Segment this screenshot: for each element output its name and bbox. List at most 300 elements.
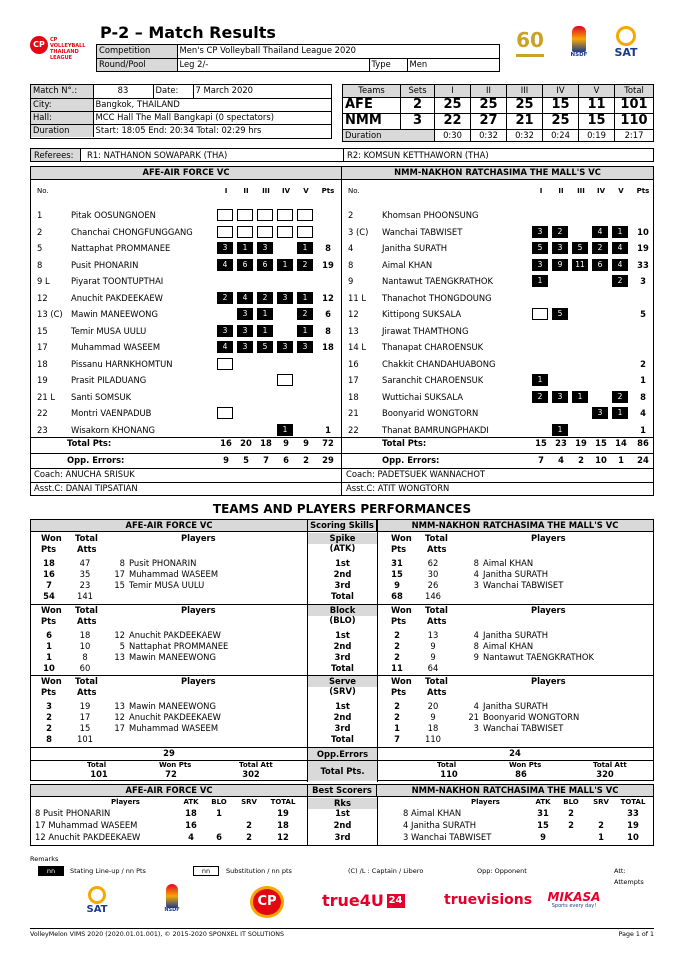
player-row bbox=[342, 226, 652, 239]
team-b-opp-label: Opp. Errors: bbox=[382, 455, 440, 465]
rank: 1st bbox=[335, 701, 350, 711]
best-header: SRV bbox=[241, 798, 257, 806]
won-pts: 1 bbox=[394, 723, 400, 733]
set-total: 9 bbox=[283, 438, 289, 448]
col-header: Pts bbox=[41, 616, 57, 626]
set-box: 1 bbox=[257, 308, 273, 320]
won-pts: 18 bbox=[43, 558, 55, 568]
player-row bbox=[31, 374, 341, 387]
set-box bbox=[277, 374, 293, 386]
best-player: 12 Anuchit PAKDEEKAEW bbox=[35, 832, 141, 842]
player-number: 13 (C) bbox=[37, 309, 63, 319]
match-no: 83 bbox=[93, 85, 153, 98]
player-name: Wanchai TABWISET bbox=[483, 580, 564, 590]
total-att: 110 bbox=[425, 734, 441, 744]
tot-value: 110 bbox=[440, 769, 458, 779]
set-box: 3 bbox=[237, 308, 253, 320]
player-name: Nattaphat PROMMANEE bbox=[129, 641, 229, 651]
player-name: Janitha SURATH bbox=[382, 243, 448, 253]
total-att: 64 bbox=[427, 663, 439, 673]
set-box: 5 bbox=[532, 242, 548, 254]
score-table: Teams Sets I II III IV V Total AFE 2 25 25 25 15 11 101 NMM 3 22 27 21 25 15 110 Duration 0:30 0:32 0:32 0:24 0:19 2:17 bbox=[342, 84, 654, 142]
set-total: 19 bbox=[575, 438, 587, 448]
total-atts: 47 bbox=[79, 558, 91, 568]
player-number: 23 bbox=[37, 424, 48, 435]
rank: 1st bbox=[335, 808, 350, 818]
performances-title: TEAMS AND PLAYERS PERFORMANCES bbox=[212, 502, 472, 516]
set-box: 5 bbox=[572, 242, 588, 254]
team-a-asst: DANAI TIPSATIAN bbox=[65, 483, 138, 493]
sponsor-true4u-logo: true4U 24 bbox=[322, 891, 403, 910]
player-row bbox=[31, 407, 341, 420]
player-number: 8 bbox=[37, 259, 43, 270]
best-header: Players bbox=[471, 798, 500, 806]
player-name: Thanapat CHAROENSUK bbox=[382, 342, 484, 352]
col-header: Atts bbox=[427, 544, 447, 554]
set-box: 6 bbox=[237, 259, 253, 271]
rank: 2nd bbox=[333, 569, 352, 579]
set-box: 2 bbox=[592, 242, 608, 254]
player-name: Janitha SURATH bbox=[483, 569, 549, 579]
referees-label: Referees: bbox=[31, 149, 81, 161]
player-name: Chakkit CHANDAHUABONG bbox=[382, 358, 496, 369]
best-header: TOTAL bbox=[620, 798, 646, 806]
player-points: 12 bbox=[322, 292, 334, 303]
best-value: 18 bbox=[277, 820, 289, 830]
best-header: ATK bbox=[535, 798, 551, 806]
best-value: 2 bbox=[246, 832, 252, 842]
won-pts: 2 bbox=[394, 630, 400, 640]
team-a-opp-label: Opp. Errors: bbox=[67, 455, 125, 465]
rank: 2nd bbox=[333, 712, 352, 722]
player-number: 14 L bbox=[348, 342, 366, 352]
player-number: 3 (C) bbox=[348, 226, 369, 237]
best-value: 15 bbox=[537, 820, 549, 830]
col-header: Pts bbox=[391, 544, 407, 554]
won-pts: 2 bbox=[394, 641, 400, 651]
player-number: 5 bbox=[37, 243, 43, 253]
total-won: 11 bbox=[391, 663, 403, 673]
col-header: Players bbox=[181, 605, 216, 615]
won-pts: 7 bbox=[46, 580, 52, 590]
set-box: 1 bbox=[612, 407, 628, 419]
col-header: Pts bbox=[391, 687, 407, 697]
col-header: Won bbox=[41, 676, 62, 686]
best-value: 19 bbox=[627, 820, 639, 830]
player-number: 13 bbox=[114, 652, 125, 662]
player-row bbox=[342, 292, 652, 305]
col-header: Atts bbox=[77, 687, 97, 697]
player-name: Nantawut TAENGKRATHOK bbox=[382, 276, 494, 286]
player-number: 18 bbox=[348, 391, 359, 402]
best-player: 3 Wanchai TABWISET bbox=[403, 832, 492, 842]
total-atts: 13 bbox=[427, 630, 439, 640]
best-value: 2 bbox=[568, 820, 574, 830]
tot-header: Won Pts bbox=[159, 761, 192, 769]
set-box: 3 bbox=[257, 242, 273, 254]
total-label: Total bbox=[331, 734, 354, 744]
player-number: 13 bbox=[348, 325, 359, 336]
best-header: SRV bbox=[593, 798, 609, 806]
rank: 2nd bbox=[333, 820, 352, 830]
rank: 1st bbox=[335, 558, 350, 568]
best-value: 18 bbox=[185, 808, 197, 818]
won-pts: 2 bbox=[394, 712, 400, 722]
player-points: 33 bbox=[637, 259, 649, 270]
player-points: 4 bbox=[640, 408, 646, 418]
opp-errors-b: 24 bbox=[509, 748, 521, 758]
col-header: Players bbox=[181, 676, 216, 686]
col-header: Won bbox=[391, 533, 412, 543]
won-pts: 1 bbox=[46, 652, 52, 662]
player-name: Wuttichai SUKSALA bbox=[382, 391, 463, 402]
player-number: 17 bbox=[37, 342, 48, 352]
best-value: 9 bbox=[540, 832, 546, 842]
player-number: 11 L bbox=[348, 292, 366, 303]
col-header: Total bbox=[75, 676, 98, 686]
cp-league-logo: CP CP VOLLEYBALL THAILAND LEAGUE bbox=[30, 36, 92, 56]
player-name: Pusit PHONARIN bbox=[129, 558, 197, 568]
best-player: 8 Aimal KHAN bbox=[403, 808, 462, 818]
best-value: 1 bbox=[216, 808, 222, 818]
player-row bbox=[342, 424, 652, 437]
team-a-code: AFE bbox=[343, 98, 401, 114]
player-name: Thanachot THONGDOUNG bbox=[382, 292, 492, 303]
player-number: 16 bbox=[348, 358, 359, 369]
col-header: Won bbox=[41, 605, 62, 615]
page-number: Page 1 of 1 bbox=[618, 931, 654, 938]
skill-name: Block bbox=[308, 605, 377, 616]
team-b-asst: ATIT WONGTORN bbox=[377, 483, 450, 493]
player-number: 9 bbox=[473, 652, 479, 662]
best-value: 10 bbox=[627, 832, 639, 842]
player-row bbox=[31, 226, 341, 239]
player-number: 8 bbox=[119, 558, 125, 568]
performances-table bbox=[30, 519, 654, 781]
total-atts: 26 bbox=[427, 580, 439, 590]
set-box: 1 bbox=[237, 242, 253, 254]
best-value: 12 bbox=[277, 832, 289, 842]
player-number: 8 bbox=[473, 641, 479, 651]
tot-value: 320 bbox=[596, 769, 614, 779]
player-name: Khomsan PHOONSUNG bbox=[382, 210, 479, 220]
set-box bbox=[532, 308, 548, 320]
player-points: 3 bbox=[640, 276, 646, 286]
player-name: Anuchit PAKDEEKAEW bbox=[129, 630, 221, 640]
set-total: 18 bbox=[260, 438, 272, 448]
best-player: 8 Pusit PHONARIN bbox=[35, 808, 111, 818]
set-box bbox=[217, 407, 233, 419]
match-city: Bangkok, THAILAND bbox=[93, 98, 331, 111]
set-total: 16 bbox=[220, 438, 232, 448]
competition-label: Competition bbox=[97, 45, 177, 58]
player-row bbox=[31, 242, 341, 255]
player-points: 5 bbox=[640, 309, 646, 319]
set-total: 72 bbox=[322, 438, 334, 448]
player-number: 17 bbox=[348, 375, 359, 385]
set-box: 2 bbox=[612, 391, 628, 403]
total-att: 146 bbox=[425, 591, 441, 601]
set-total: 14 bbox=[615, 438, 627, 448]
set-header: II bbox=[558, 187, 564, 195]
set-box: 1 bbox=[572, 391, 588, 403]
best-team-a: AFE-AIR FORCE VC bbox=[31, 785, 307, 797]
best-value: 33 bbox=[627, 808, 639, 818]
set-box bbox=[237, 209, 253, 221]
total-atts: 23 bbox=[79, 580, 91, 590]
total-atts: 9 bbox=[430, 641, 436, 651]
set-box: 3 bbox=[237, 325, 253, 337]
footer-copyright: VolleyMelon VIMS 2020 (2020.01.01.001), © 2015-2020 SPONXEL IT SOLUTIONS bbox=[30, 931, 284, 938]
player-number: 21 bbox=[468, 712, 479, 722]
opp-error: 2 bbox=[578, 455, 584, 465]
set-box bbox=[217, 358, 233, 370]
asst-label: Asst.C: bbox=[34, 483, 64, 493]
total-att: 101 bbox=[77, 734, 93, 744]
opp-errors-label: Opp.Errors bbox=[308, 748, 377, 760]
set-box: 4 bbox=[237, 292, 253, 304]
player-name: Pissanu HARNKHOMTUN bbox=[71, 358, 173, 369]
tot-header: Won Pts bbox=[509, 761, 542, 769]
set-box: 3 bbox=[532, 226, 548, 238]
player-number: 19 bbox=[37, 375, 48, 385]
team-a-total-label: Total Pts: bbox=[67, 438, 112, 448]
player-number: 2 bbox=[348, 210, 354, 220]
total-atts: 15 bbox=[79, 723, 91, 733]
best-header: TOTAL bbox=[270, 798, 296, 806]
coach-label: Coach: bbox=[34, 469, 63, 479]
set-header: I bbox=[224, 187, 228, 195]
player-number: 1 bbox=[37, 210, 43, 220]
type-value: Men bbox=[409, 58, 428, 69]
set-box: 1 bbox=[277, 259, 293, 271]
set-box: 4 bbox=[612, 242, 628, 254]
skill-abbr: (SRV) bbox=[329, 686, 356, 696]
divider bbox=[377, 797, 378, 845]
player-points: 18 bbox=[322, 342, 334, 352]
player-name: Muhammad WASEEM bbox=[129, 723, 219, 733]
col-header: Atts bbox=[77, 544, 97, 554]
player-points: 1 bbox=[325, 424, 331, 435]
set-box: 1 bbox=[297, 325, 313, 337]
col-header: Total bbox=[425, 533, 448, 543]
player-points: 1 bbox=[640, 424, 646, 435]
best-player: 17 Muhammad WASEEM bbox=[35, 820, 138, 830]
player-row bbox=[31, 292, 341, 305]
page-title: P-2 – Match Results bbox=[100, 23, 276, 42]
player-row bbox=[31, 325, 341, 338]
won-pts: 15 bbox=[391, 569, 403, 579]
player-number: 12 bbox=[114, 712, 125, 722]
set-box: 6 bbox=[592, 259, 608, 271]
opp-error: 29 bbox=[322, 455, 334, 465]
set-box bbox=[217, 226, 233, 238]
player-name: Wanchai TABWISET bbox=[382, 226, 463, 237]
set-box bbox=[297, 226, 313, 238]
total-att: 60 bbox=[79, 663, 91, 673]
set-box: 3 bbox=[217, 325, 233, 337]
player-number: 22 bbox=[348, 424, 359, 435]
player-row bbox=[31, 209, 341, 222]
set-box: 3 bbox=[277, 341, 293, 353]
team-b-total-label: Total Pts: bbox=[382, 438, 427, 448]
player-number: 13 bbox=[114, 701, 125, 711]
match-no-label: Match N°.: bbox=[31, 85, 93, 98]
set-box: 2 bbox=[552, 226, 568, 238]
col-header: Players bbox=[181, 533, 216, 543]
set-box: 1 bbox=[277, 424, 293, 436]
set-box: 2 bbox=[217, 292, 233, 304]
set-box: 1 bbox=[532, 275, 548, 287]
player-name: Pitak OOSUNGNOEN bbox=[71, 210, 156, 220]
player-number: 8 bbox=[473, 558, 479, 568]
match-date: 7 March 2020 bbox=[193, 85, 331, 98]
player-name: Wanchai TABWISET bbox=[483, 723, 564, 733]
player-name: Piyarat TOONTUPTHAI bbox=[71, 276, 164, 286]
col-header: Atts bbox=[427, 687, 447, 697]
opp-error: 5 bbox=[243, 455, 249, 465]
player-name: Boonyarid WONGTORN bbox=[382, 408, 479, 418]
total-atts: 9 bbox=[430, 712, 436, 722]
hall-label: Hall: bbox=[31, 111, 93, 124]
opp-error: 1 bbox=[618, 455, 624, 465]
best-value: 2 bbox=[246, 820, 252, 830]
set-header: II bbox=[243, 187, 249, 195]
tot-value: 302 bbox=[242, 769, 260, 779]
player-name: Boonyarid WONGTORN bbox=[483, 712, 580, 722]
player-name: Kittipong SUKSALA bbox=[382, 309, 462, 319]
city-label: City: bbox=[31, 98, 93, 111]
divider bbox=[377, 520, 378, 782]
player-number: 4 bbox=[473, 569, 479, 579]
player-name: Chanchai CHONGFUNGGANG bbox=[71, 226, 193, 237]
rank: 1st bbox=[335, 630, 350, 640]
player-name: Aimal KHAN bbox=[382, 259, 433, 270]
player-number: 21 bbox=[348, 408, 359, 418]
col-header: Players bbox=[531, 533, 566, 543]
skill-name: Serve bbox=[308, 676, 377, 687]
player-number: 18 bbox=[37, 358, 48, 369]
opp-error: 9 bbox=[223, 455, 229, 465]
player-row bbox=[342, 391, 652, 404]
player-number: 9 L bbox=[37, 276, 50, 286]
team-a-coach: ANUCHA SRISUK bbox=[65, 469, 135, 479]
rank: 2nd bbox=[333, 641, 352, 651]
set-total: 23 bbox=[555, 438, 567, 448]
player-row bbox=[342, 325, 652, 338]
skill-abbr: (ATK) bbox=[329, 543, 356, 553]
player-number: 15 bbox=[37, 325, 48, 336]
perf-team-a: AFE-AIR FORCE VC bbox=[31, 520, 307, 532]
total-atts: 8 bbox=[82, 652, 88, 662]
set-header: IV bbox=[596, 187, 606, 195]
won-pts: 2 bbox=[394, 701, 400, 711]
best-value: 2 bbox=[598, 820, 604, 830]
set-box: 3 bbox=[237, 341, 253, 353]
player-number: 4 bbox=[348, 243, 354, 253]
set-box: 3 bbox=[552, 242, 568, 254]
opp-error: 24 bbox=[637, 455, 649, 465]
player-row bbox=[342, 308, 652, 321]
player-name: Thanat BAMRUNGPHAKDI bbox=[382, 424, 489, 435]
tot-value: 72 bbox=[165, 769, 177, 779]
player-number: 12 bbox=[37, 292, 48, 303]
nsdf-logo: NSDF bbox=[566, 26, 592, 66]
rank: 3rd bbox=[334, 580, 351, 590]
coach-label: Coach: bbox=[346, 469, 375, 479]
player-name: Muhammad WASEEM bbox=[71, 342, 161, 352]
player-name: Mawin MANEEWONG bbox=[129, 701, 216, 711]
total-atts: 30 bbox=[427, 569, 439, 579]
player-points: 1 bbox=[640, 375, 646, 385]
player-number: 21 L bbox=[37, 391, 55, 402]
col-header: Players bbox=[531, 676, 566, 686]
total-att: 141 bbox=[77, 591, 93, 601]
perf-team-b: NMM-NAKHON RATCHASIMA THE MALL'S VC bbox=[377, 520, 653, 532]
set-box: 3 bbox=[532, 259, 548, 271]
total-atts: 20 bbox=[427, 701, 439, 711]
player-name: Muhammad WASEEM bbox=[129, 569, 219, 579]
tot-header: Total Att bbox=[239, 761, 273, 769]
won-pts: 16 bbox=[43, 569, 55, 579]
total-atts: 9 bbox=[430, 652, 436, 662]
set-box: 2 bbox=[532, 391, 548, 403]
player-name: Mawin MANEEWONG bbox=[129, 652, 216, 662]
col-header: Pts bbox=[41, 687, 57, 697]
set-box bbox=[277, 226, 293, 238]
asst-label: Asst.C: bbox=[346, 483, 376, 493]
col-header: Pts bbox=[391, 616, 407, 626]
set-box: 9 bbox=[552, 259, 568, 271]
match-duration: Start: 18:05 End: 20:34 Total: 02:29 hrs bbox=[95, 124, 262, 135]
player-row bbox=[31, 308, 341, 321]
set-total: 86 bbox=[637, 438, 649, 448]
scoring-skills-label: Scoring Skills bbox=[307, 520, 377, 532]
player-name: Janitha SURATH bbox=[483, 630, 549, 640]
best-scorers-table bbox=[30, 784, 654, 846]
set-box bbox=[257, 209, 273, 221]
player-number: 12 bbox=[114, 630, 125, 640]
player-name: Temir MUSA UULU bbox=[129, 580, 205, 590]
set-box: 11 bbox=[572, 259, 588, 271]
set-total: 20 bbox=[240, 438, 252, 448]
player-number: 15 bbox=[114, 580, 125, 590]
col-header: Total bbox=[75, 533, 98, 543]
total-won: 54 bbox=[43, 591, 55, 601]
sponsor-truevisions-logo: truevisions bbox=[444, 892, 533, 908]
player-number: 3 bbox=[473, 723, 479, 733]
set-total: 15 bbox=[595, 438, 607, 448]
set-box: 3 bbox=[217, 242, 233, 254]
rank: 3rd bbox=[334, 723, 351, 733]
won-pts: 1 bbox=[46, 641, 52, 651]
date-label: Date: bbox=[153, 85, 193, 98]
total-label: Total bbox=[331, 591, 354, 601]
set-box bbox=[217, 209, 233, 221]
set-header: Pts bbox=[636, 187, 650, 195]
best-value: 19 bbox=[277, 808, 289, 818]
player-name: Pusit PHONARIN bbox=[71, 259, 139, 270]
total-won: 7 bbox=[394, 734, 400, 744]
competition-value: Men's CP Volleyball Thailand League 2020 bbox=[177, 45, 499, 58]
sponsor-nsdf-logo: NSDF bbox=[158, 884, 186, 920]
best-team-b: NMM-NAKHON RATCHASIMA THE MALL'S VC bbox=[377, 785, 653, 797]
won-pts: 6 bbox=[46, 630, 52, 640]
col-header: Total bbox=[425, 676, 448, 686]
total-atts: 62 bbox=[427, 558, 439, 568]
player-row bbox=[342, 275, 652, 288]
best-value: 4 bbox=[188, 832, 194, 842]
